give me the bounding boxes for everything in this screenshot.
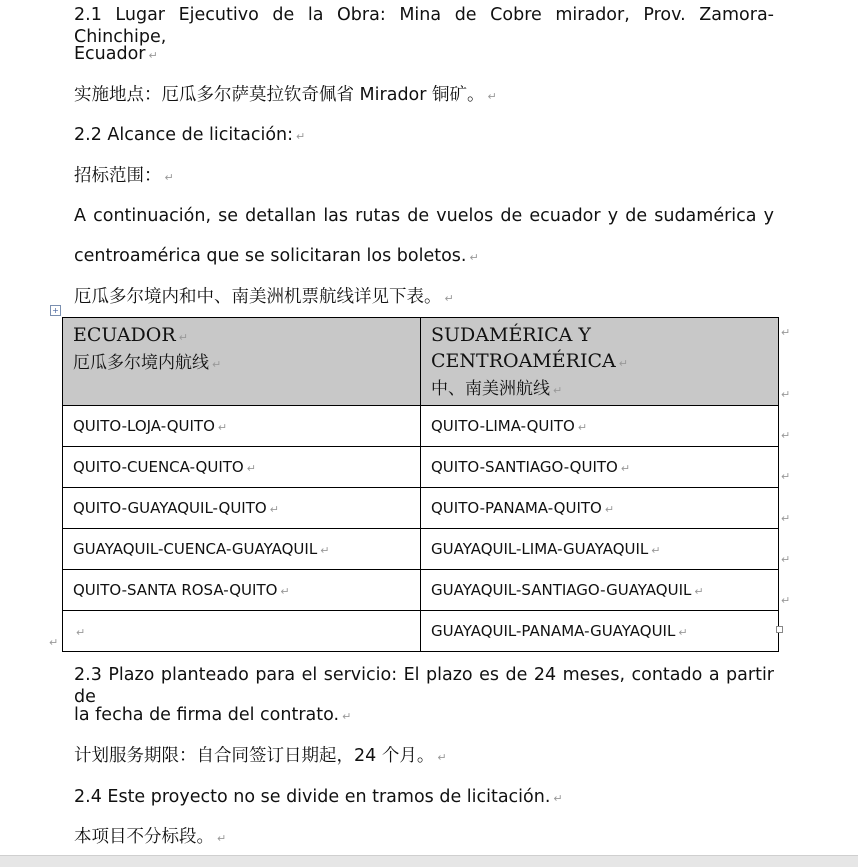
table-cell bbox=[63, 611, 421, 652]
paragraph-period-zh: 计划服务期限：自合同签订日期起，24 个月。 ↵ bbox=[74, 746, 447, 766]
paragraph-mark: ↵ bbox=[553, 792, 563, 805]
paragraph-routes-zh: 厄瓜多尔境内和中、南美洲机票航线详见下表。 ↵ bbox=[74, 287, 454, 307]
paragraph-2-1-cont: Ecuador ↵ bbox=[74, 44, 158, 64]
paragraph-mark: ↵ bbox=[164, 171, 174, 184]
cell-end-mark: ↵ bbox=[577, 421, 588, 434]
paragraph-mark: ↵ bbox=[212, 358, 222, 371]
cell-end-mark: ↵ bbox=[280, 585, 290, 598]
row-end-mark: ↵ bbox=[781, 594, 791, 607]
cell-end-mark: ↵ bbox=[651, 544, 661, 557]
table-row bbox=[63, 406, 779, 447]
paragraph-mark: ↵ bbox=[444, 292, 454, 305]
row-end-mark: ↵ bbox=[781, 326, 791, 339]
paragraph-mark: ↵ bbox=[148, 49, 158, 62]
paragraph-lots-zh: 本项目不分标段。 ↵ bbox=[74, 827, 227, 847]
horizontal-scrollbar[interactable] bbox=[0, 855, 858, 867]
cell-end-mark: ↵ bbox=[269, 503, 279, 516]
row-end-mark: ↵ bbox=[781, 388, 791, 401]
table-row bbox=[63, 611, 779, 652]
paragraph-mark: ↵ bbox=[342, 710, 352, 723]
cell-end-mark: ↵ bbox=[246, 462, 256, 475]
table-move-handle-icon[interactable]: + bbox=[50, 305, 61, 316]
row-end-mark: ↵ bbox=[781, 512, 791, 525]
header-ecuador bbox=[63, 318, 421, 406]
cell-end-mark: ↵ bbox=[620, 462, 631, 475]
cell-end-mark: ↵ bbox=[320, 544, 330, 557]
paragraph-2-4: 2.4 Este proyecto no se divide en tramos de licitación. ↵ bbox=[74, 787, 563, 807]
table-cell: QUITO-SANTIAGO-QUITO ↵ bbox=[421, 447, 779, 488]
routes-table bbox=[62, 317, 779, 652]
table-cell: GUAYAQUIL-SANTIAGO-GUAYAQUIL ↵ bbox=[421, 570, 779, 611]
header-sudamerica bbox=[421, 318, 779, 406]
paragraph-2-3: 2.3 Plazo planteado para el servicio: El plazo es de 24 meses, contado a partir de bbox=[74, 665, 774, 707]
header-sub: 中、南美洲航线 ↵ bbox=[431, 379, 563, 399]
table-row bbox=[63, 447, 779, 488]
table-cell: GUAYAQUIL-PANAMA-GUAYAQUIL ↵ bbox=[421, 611, 779, 652]
cell-end-mark: ↵ bbox=[604, 503, 615, 516]
paragraph-2-2: 2.2 Alcance de licitación: ↵ bbox=[74, 125, 306, 145]
paragraph-mark: ↵ bbox=[618, 357, 628, 370]
row-end-mark: ↵ bbox=[781, 470, 791, 483]
paragraph-mark: ↵ bbox=[487, 90, 497, 103]
table-cell: QUITO-CUENCA-QUITO ↵ bbox=[63, 447, 421, 488]
paragraph-routes-intro: A continuación, se detallan las rutas de vuelos de ecuador y de sudamérica y bbox=[74, 206, 774, 226]
paragraph-mark: ↵ bbox=[178, 331, 188, 344]
row-end-mark: ↵ bbox=[781, 429, 791, 442]
paragraph-scope-zh: 招标范围： ↵ bbox=[74, 166, 174, 186]
table-cell: QUITO-PANAMA-QUITO ↵ bbox=[421, 488, 779, 529]
paragraph-routes-intro-cont: centroamérica que se solicitaran los boletos. ↵ bbox=[74, 246, 479, 266]
table-cell: GUAYAQUIL-CUENCA-GUAYAQUIL ↵ bbox=[63, 529, 421, 570]
paragraph-2-1: 2.1 Lugar Ejecutivo de la Obra: Mina de Cobre mirador, Prov. Zamora-Chinchipe, bbox=[74, 5, 774, 47]
paragraph-location-zh: 实施地点：厄瓜多尔萨莫拉钦奇佩省 Mirador 铜矿。 ↵ bbox=[74, 85, 497, 105]
paragraph-mark: ↵ bbox=[437, 751, 447, 764]
paragraph-mark: ↵ bbox=[49, 636, 59, 649]
table-cell: QUITO-SANTA ROSA-QUITO ↵ bbox=[63, 570, 421, 611]
paragraph-2-3-cont: la fecha de firma del contrato. ↵ bbox=[74, 705, 352, 725]
table-row bbox=[63, 570, 779, 611]
header-main: SUDAMÉRICA Y CENTROAMÉRICA ↵ bbox=[431, 324, 628, 372]
table-cell: GUAYAQUIL-LIMA-GUAYAQUIL ↵ bbox=[421, 529, 779, 570]
table-header-row bbox=[63, 318, 779, 406]
paragraph-mark: ↵ bbox=[469, 251, 479, 264]
cell-end-mark: ↵ bbox=[217, 421, 228, 434]
cell-end-mark: ↵ bbox=[694, 585, 704, 598]
row-end-mark: ↵ bbox=[781, 553, 791, 566]
cell-end-mark: ↵ bbox=[76, 626, 86, 639]
table-cell: QUITO-GUAYAQUIL-QUITO ↵ bbox=[63, 488, 421, 529]
table-cell: QUITO-LOJA-QUITO ↵ bbox=[63, 406, 421, 447]
cell-end-mark: ↵ bbox=[678, 626, 688, 639]
table-cell: QUITO-LIMA-QUITO ↵ bbox=[421, 406, 779, 447]
paragraph-mark: ↵ bbox=[553, 384, 563, 397]
paragraph-mark: ↵ bbox=[217, 832, 227, 845]
table-resize-handle[interactable] bbox=[776, 626, 783, 633]
table-row bbox=[63, 488, 779, 529]
header-main: ECUADOR ↵ bbox=[73, 324, 188, 346]
paragraph-mark: ↵ bbox=[296, 130, 306, 143]
table-row bbox=[63, 529, 779, 570]
header-sub: 厄瓜多尔境内航线 ↵ bbox=[73, 353, 222, 373]
